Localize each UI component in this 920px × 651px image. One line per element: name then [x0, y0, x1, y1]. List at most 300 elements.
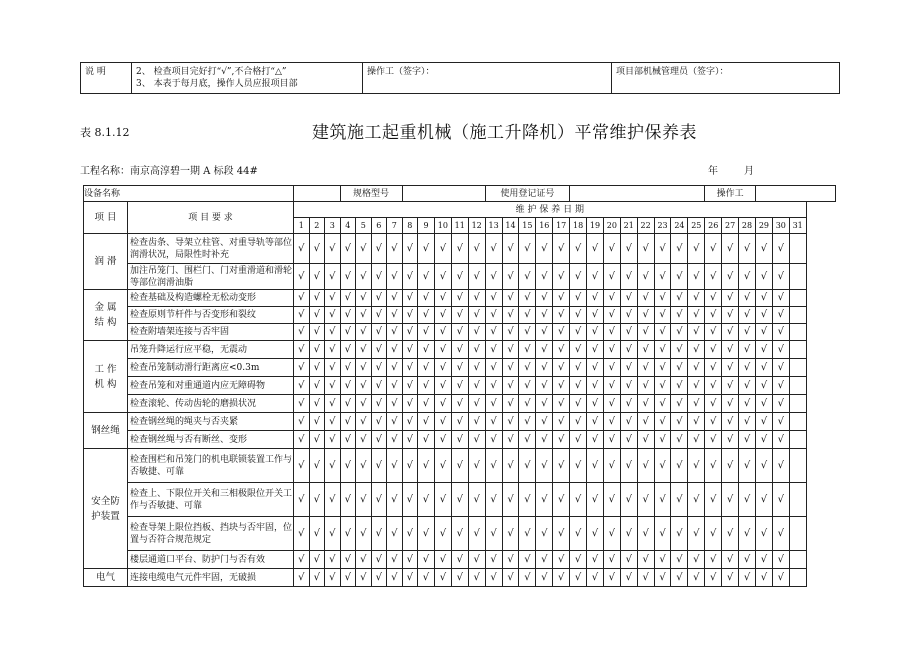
- check-mark: √: [325, 449, 341, 483]
- check-mark: √: [654, 290, 671, 307]
- check-mark: √: [671, 264, 688, 290]
- check-mark: √: [637, 234, 654, 264]
- check-mark: √: [402, 431, 418, 449]
- check-mark: √: [722, 413, 739, 431]
- check-mark: √: [434, 517, 451, 551]
- check-mark: √: [603, 569, 620, 587]
- check-mark: √: [340, 569, 356, 587]
- check-mark: √: [772, 431, 789, 449]
- equip-name-value: [294, 186, 341, 202]
- notes-label: 说 明: [81, 63, 132, 94]
- check-mark: √: [309, 264, 325, 290]
- check-mark: √: [485, 324, 502, 341]
- check-mark: √: [402, 290, 418, 307]
- check-mark: √: [402, 341, 418, 359]
- check-mark: √: [402, 307, 418, 324]
- day-number: 3: [325, 218, 341, 234]
- table-row: [84, 551, 836, 569]
- check-mark: √: [570, 449, 587, 483]
- check-mark: √: [603, 264, 620, 290]
- check-mark: √: [387, 359, 403, 377]
- check-mark: √: [356, 290, 372, 307]
- requirement-cell: 检查导架上限位挡板、挡块与否牢固，位置与否符合规范规定: [128, 517, 294, 551]
- check-mark: √: [722, 324, 739, 341]
- check-mark: √: [402, 395, 418, 413]
- check-mark: √: [434, 324, 451, 341]
- check-cell: [789, 413, 806, 431]
- check-mark: √: [705, 290, 722, 307]
- check-mark: √: [294, 431, 310, 449]
- check-mark: √: [570, 431, 587, 449]
- check-mark: √: [502, 234, 519, 264]
- check-mark: √: [739, 395, 756, 413]
- check-mark: √: [325, 569, 341, 587]
- check-mark: √: [325, 307, 341, 324]
- check-mark: √: [371, 324, 387, 341]
- check-mark: √: [325, 431, 341, 449]
- reg-no-value: [570, 186, 705, 202]
- check-mark: √: [620, 483, 637, 517]
- spec-model-label: 规格型号: [340, 186, 402, 202]
- check-mark: √: [402, 324, 418, 341]
- check-mark: √: [755, 290, 772, 307]
- check-mark: √: [387, 551, 403, 569]
- check-mark: √: [722, 359, 739, 377]
- check-mark: √: [772, 377, 789, 395]
- requirement-cell: 检查吊笼制动滑行距离应<0.3m: [128, 359, 294, 377]
- check-mark: √: [340, 377, 356, 395]
- check-mark: √: [587, 234, 604, 264]
- check-mark: √: [570, 551, 587, 569]
- check-mark: √: [755, 359, 772, 377]
- check-mark: √: [587, 483, 604, 517]
- requirement-cell: 检查齿条、导架立柱管、对重导轨等部位润滑状况，局限性时补充: [128, 234, 294, 264]
- check-mark: √: [468, 517, 485, 551]
- check-mark: √: [309, 413, 325, 431]
- check-mark: √: [722, 431, 739, 449]
- check-mark: √: [637, 483, 654, 517]
- table-row: [84, 359, 836, 377]
- check-mark: √: [603, 395, 620, 413]
- title-row: [80, 118, 840, 142]
- check-mark: √: [371, 341, 387, 359]
- check-mark: √: [772, 324, 789, 341]
- check-mark: √: [294, 517, 310, 551]
- check-mark: √: [418, 551, 435, 569]
- check-mark: √: [688, 551, 705, 569]
- check-mark: √: [502, 413, 519, 431]
- check-mark: √: [356, 551, 372, 569]
- check-mark: √: [705, 395, 722, 413]
- check-mark: √: [553, 359, 570, 377]
- check-mark: √: [485, 413, 502, 431]
- check-mark: √: [553, 483, 570, 517]
- table-row: [84, 290, 836, 307]
- check-mark: √: [387, 395, 403, 413]
- check-mark: √: [620, 359, 637, 377]
- check-mark: √: [418, 264, 435, 290]
- table-row: [84, 324, 836, 341]
- check-mark: √: [637, 449, 654, 483]
- check-mark: √: [519, 324, 536, 341]
- check-cell: [789, 517, 806, 551]
- check-mark: √: [502, 377, 519, 395]
- check-mark: √: [587, 324, 604, 341]
- check-mark: √: [519, 359, 536, 377]
- check-mark: √: [637, 395, 654, 413]
- check-mark: √: [722, 483, 739, 517]
- check-mark: √: [671, 234, 688, 264]
- check-mark: √: [294, 264, 310, 290]
- check-mark: √: [468, 307, 485, 324]
- check-mark: √: [356, 234, 372, 264]
- table-row: [84, 395, 836, 413]
- check-mark: √: [553, 377, 570, 395]
- check-mark: √: [294, 341, 310, 359]
- day-number: 1: [294, 218, 310, 234]
- check-mark: √: [671, 341, 688, 359]
- check-mark: √: [587, 551, 604, 569]
- check-mark: √: [772, 395, 789, 413]
- category-label: 机 构: [94, 378, 117, 390]
- check-mark: √: [637, 431, 654, 449]
- operator-value: [755, 186, 835, 202]
- day-number: 19: [587, 218, 604, 234]
- check-mark: √: [485, 551, 502, 569]
- check-mark: √: [772, 569, 789, 587]
- check-mark: √: [603, 359, 620, 377]
- check-mark: √: [502, 264, 519, 290]
- check-mark: √: [654, 569, 671, 587]
- check-mark: √: [654, 449, 671, 483]
- check-mark: √: [755, 264, 772, 290]
- check-mark: √: [434, 395, 451, 413]
- check-mark: √: [434, 341, 451, 359]
- check-mark: √: [772, 517, 789, 551]
- check-mark: √: [468, 551, 485, 569]
- check-mark: √: [755, 234, 772, 264]
- check-mark: √: [371, 569, 387, 587]
- check-mark: √: [553, 431, 570, 449]
- check-mark: √: [722, 449, 739, 483]
- check-mark: √: [434, 431, 451, 449]
- check-mark: √: [739, 569, 756, 587]
- check-mark: √: [418, 413, 435, 431]
- check-mark: √: [536, 431, 553, 449]
- check-mark: √: [671, 324, 688, 341]
- check-mark: √: [294, 324, 310, 341]
- check-mark: √: [536, 449, 553, 483]
- check-mark: √: [722, 551, 739, 569]
- check-mark: √: [671, 413, 688, 431]
- check-mark: √: [309, 341, 325, 359]
- check-mark: √: [485, 395, 502, 413]
- project-value: 南京高淳碧一期 A 标段 44#: [130, 166, 258, 177]
- check-mark: √: [356, 431, 372, 449]
- spec-model-value: [402, 186, 485, 202]
- check-mark: √: [603, 483, 620, 517]
- check-mark: √: [637, 324, 654, 341]
- table-row: [84, 483, 836, 517]
- check-mark: √: [294, 569, 310, 587]
- check-mark: √: [371, 413, 387, 431]
- check-mark: √: [519, 569, 536, 587]
- check-mark: √: [468, 290, 485, 307]
- check-mark: √: [340, 431, 356, 449]
- check-mark: √: [451, 290, 468, 307]
- check-mark: √: [325, 395, 341, 413]
- check-mark: √: [402, 413, 418, 431]
- check-mark: √: [309, 431, 325, 449]
- check-mark: √: [705, 413, 722, 431]
- check-mark: √: [309, 377, 325, 395]
- check-mark: √: [705, 324, 722, 341]
- check-mark: √: [570, 517, 587, 551]
- check-mark: √: [402, 264, 418, 290]
- table-id: 表 8.1.12: [80, 126, 130, 139]
- check-mark: √: [519, 377, 536, 395]
- check-mark: √: [671, 569, 688, 587]
- day-number: 18: [570, 218, 587, 234]
- check-mark: √: [434, 377, 451, 395]
- category-label: 钢丝绳: [91, 425, 120, 436]
- table-row: [84, 517, 836, 551]
- check-cell: [789, 395, 806, 413]
- check-mark: √: [739, 431, 756, 449]
- day-number: 16: [536, 218, 553, 234]
- check-mark: √: [402, 551, 418, 569]
- check-mark: √: [468, 341, 485, 359]
- check-mark: √: [705, 449, 722, 483]
- check-mark: √: [654, 307, 671, 324]
- check-mark: √: [485, 290, 502, 307]
- check-mark: √: [570, 395, 587, 413]
- check-mark: √: [502, 307, 519, 324]
- requirement-cell: 检查原则节杆件与否变形和裂纹: [128, 307, 294, 324]
- check-mark: √: [587, 359, 604, 377]
- check-mark: √: [451, 341, 468, 359]
- check-mark: √: [722, 569, 739, 587]
- check-mark: √: [294, 307, 310, 324]
- check-mark: √: [587, 449, 604, 483]
- check-mark: √: [755, 517, 772, 551]
- check-mark: √: [688, 324, 705, 341]
- check-mark: √: [536, 413, 553, 431]
- check-mark: √: [468, 569, 485, 587]
- check-mark: √: [340, 483, 356, 517]
- check-mark: √: [485, 569, 502, 587]
- check-mark: √: [553, 264, 570, 290]
- check-mark: √: [772, 413, 789, 431]
- check-mark: √: [603, 449, 620, 483]
- item-header: 项 目: [84, 202, 128, 234]
- table-row: [84, 431, 836, 449]
- check-mark: √: [451, 234, 468, 264]
- check-mark: √: [371, 395, 387, 413]
- check-mark: √: [356, 324, 372, 341]
- check-mark: √: [705, 517, 722, 551]
- maintenance-table: [83, 185, 836, 587]
- check-mark: √: [688, 264, 705, 290]
- check-mark: √: [772, 341, 789, 359]
- category-cell: [84, 569, 128, 587]
- check-mark: √: [553, 449, 570, 483]
- check-mark: √: [620, 569, 637, 587]
- check-mark: √: [485, 341, 502, 359]
- check-mark: √: [468, 377, 485, 395]
- check-mark: √: [654, 324, 671, 341]
- check-mark: √: [570, 307, 587, 324]
- check-mark: √: [722, 234, 739, 264]
- check-mark: √: [671, 395, 688, 413]
- check-mark: √: [502, 483, 519, 517]
- check-mark: √: [654, 431, 671, 449]
- check-mark: √: [485, 431, 502, 449]
- check-mark: √: [356, 359, 372, 377]
- day-number: 29: [755, 218, 772, 234]
- check-mark: √: [772, 551, 789, 569]
- check-mark: √: [688, 290, 705, 307]
- check-mark: √: [570, 483, 587, 517]
- check-mark: √: [325, 517, 341, 551]
- check-cell: [789, 324, 806, 341]
- check-mark: √: [620, 264, 637, 290]
- requirement-cell: 检查附墙架连接与否牢固: [128, 324, 294, 341]
- check-mark: √: [519, 307, 536, 324]
- check-mark: √: [519, 551, 536, 569]
- check-mark: √: [688, 341, 705, 359]
- check-mark: √: [485, 359, 502, 377]
- check-mark: √: [688, 395, 705, 413]
- check-mark: √: [418, 395, 435, 413]
- check-mark: √: [603, 324, 620, 341]
- check-mark: √: [620, 341, 637, 359]
- day-number: 9: [418, 218, 435, 234]
- table-row: [84, 569, 836, 587]
- check-mark: √: [325, 413, 341, 431]
- check-mark: √: [772, 359, 789, 377]
- note-line: 2、 检查项目完好打“√”,不合格打“△”: [136, 67, 287, 77]
- notes-table: [80, 62, 840, 94]
- check-mark: √: [722, 341, 739, 359]
- check-mark: √: [325, 359, 341, 377]
- check-mark: √: [340, 395, 356, 413]
- check-mark: √: [418, 290, 435, 307]
- check-mark: √: [468, 449, 485, 483]
- check-mark: √: [620, 517, 637, 551]
- reg-no-label: 使用登记证号: [485, 186, 569, 202]
- check-mark: √: [587, 517, 604, 551]
- check-mark: √: [587, 341, 604, 359]
- check-mark: √: [671, 431, 688, 449]
- project-label: 工程名称：: [80, 166, 130, 177]
- check-mark: √: [418, 449, 435, 483]
- category-cell: [84, 341, 128, 413]
- check-mark: √: [468, 395, 485, 413]
- day-number: 17: [553, 218, 570, 234]
- day-number: 2: [309, 218, 325, 234]
- check-mark: √: [356, 449, 372, 483]
- check-mark: √: [418, 431, 435, 449]
- check-mark: √: [356, 341, 372, 359]
- check-mark: √: [772, 290, 789, 307]
- check-mark: √: [570, 290, 587, 307]
- category-cell: [84, 449, 128, 569]
- day-number: 25: [688, 218, 705, 234]
- check-mark: √: [722, 264, 739, 290]
- dates-header: 维 护 保 养 日 期: [294, 202, 807, 218]
- check-mark: √: [371, 234, 387, 264]
- check-mark: √: [340, 307, 356, 324]
- category-cell: [84, 234, 128, 290]
- check-mark: √: [722, 395, 739, 413]
- check-mark: √: [451, 551, 468, 569]
- check-mark: √: [688, 449, 705, 483]
- check-mark: √: [553, 413, 570, 431]
- category-cell: [84, 290, 128, 341]
- check-mark: √: [654, 413, 671, 431]
- check-mark: √: [294, 449, 310, 483]
- category-label: 结 构: [94, 317, 117, 328]
- check-mark: √: [570, 359, 587, 377]
- check-cell: [789, 359, 806, 377]
- check-mark: √: [371, 517, 387, 551]
- check-mark: √: [671, 551, 688, 569]
- check-mark: √: [620, 377, 637, 395]
- check-mark: √: [502, 449, 519, 483]
- table-row: [84, 449, 836, 483]
- check-mark: √: [519, 449, 536, 483]
- check-mark: √: [418, 569, 435, 587]
- check-mark: √: [294, 290, 310, 307]
- check-mark: √: [434, 483, 451, 517]
- day-number: 14: [502, 218, 519, 234]
- check-mark: √: [468, 234, 485, 264]
- day-number: 23: [654, 218, 671, 234]
- check-mark: √: [418, 324, 435, 341]
- header-row: [84, 186, 836, 202]
- check-mark: √: [402, 483, 418, 517]
- check-mark: √: [451, 569, 468, 587]
- check-mark: √: [451, 395, 468, 413]
- check-mark: √: [688, 413, 705, 431]
- check-mark: √: [356, 377, 372, 395]
- check-mark: √: [739, 377, 756, 395]
- check-mark: √: [637, 290, 654, 307]
- check-mark: √: [340, 551, 356, 569]
- check-mark: √: [722, 290, 739, 307]
- check-mark: √: [485, 517, 502, 551]
- check-mark: √: [553, 324, 570, 341]
- check-mark: √: [451, 431, 468, 449]
- check-mark: √: [772, 307, 789, 324]
- check-mark: √: [468, 264, 485, 290]
- check-mark: √: [340, 449, 356, 483]
- table-row: [84, 307, 836, 324]
- check-mark: √: [570, 264, 587, 290]
- check-mark: √: [309, 517, 325, 551]
- check-mark: √: [536, 377, 553, 395]
- check-mark: √: [451, 377, 468, 395]
- requirement-cell: 连接电缆电气元件牢固，无破损: [128, 569, 294, 587]
- check-mark: √: [371, 264, 387, 290]
- requirement-cell: 加注吊笼门、围栏门、门对重滑道和滑轮等部位润滑油脂: [128, 264, 294, 290]
- check-mark: √: [519, 413, 536, 431]
- check-mark: √: [536, 290, 553, 307]
- requirement-header: 项 目 要 求: [128, 202, 294, 234]
- check-mark: √: [654, 483, 671, 517]
- check-mark: √: [434, 551, 451, 569]
